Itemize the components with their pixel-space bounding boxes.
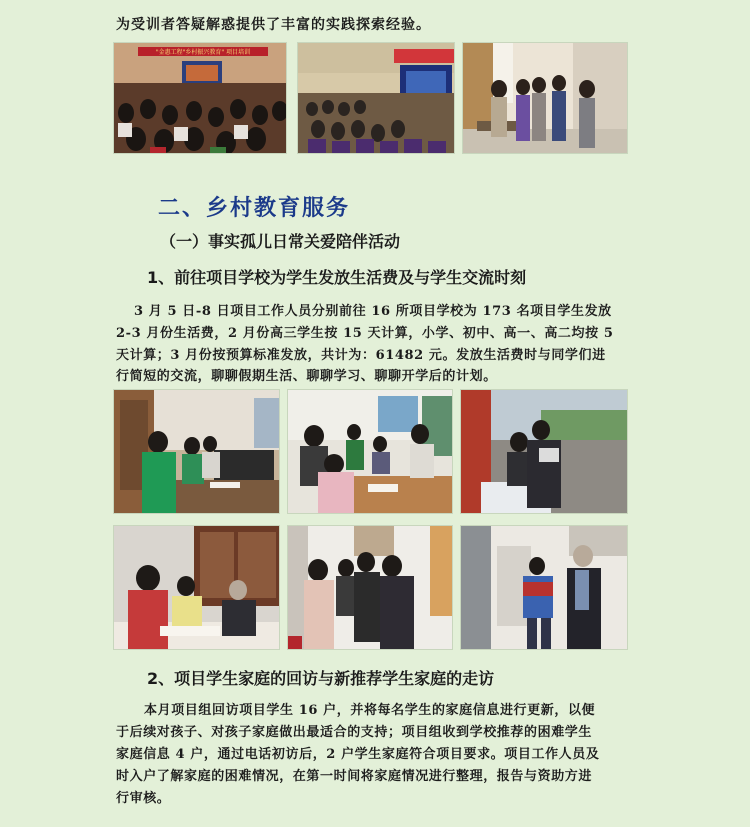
item1-line: 行简短的交流，聊聊假期生活、聊聊学习、聊聊开学后的计划。 — [116, 369, 497, 384]
training-photo-2 — [297, 42, 455, 154]
item1-line: 天计算；3 月份按预算标准发放，共计为：61482 元。发放生活费时与同学们进 — [116, 348, 606, 363]
item1-line: 2-3 月份生活费，2 月份高三学生按 15 天计算，小学、初中、高一、高二均按 5 — [116, 326, 614, 341]
home-visit-photo-3 — [460, 525, 628, 650]
home-visit-photo-2 — [287, 525, 453, 650]
school-visit-photo-2 — [287, 389, 453, 514]
section-title: 二、乡村教育服务 — [158, 196, 351, 221]
training-photo-3 — [462, 42, 628, 154]
banner-text: "金惠工程"乡村振兴教育" 项目培训 — [155, 49, 251, 56]
school-visit-photo-1 — [113, 389, 280, 514]
intro-tail-text: 为受训者答疑解惑提供了丰富的实践探索经验。 — [116, 17, 431, 33]
item2-line: 时入户了解家庭的困难情况，在第一时间将家庭情况进行整理，报告与资助方进 — [116, 769, 593, 784]
item1-heading: 1、前往项目学校为学生发放生活费及与学生交流时刻 — [147, 268, 527, 287]
item1-line: 3 月 5 日-8 日项目工作人员分别前往 16 所项目学校为 173 名项目学生发放 — [134, 304, 612, 319]
item2-line: 本月项目组回访项目学生 16 户，并将每名学生的家庭信息进行更新，以便 — [144, 703, 596, 718]
subsection-title: （一）事实孤儿日常关爱陪伴活动 — [160, 232, 401, 251]
item2-heading: 2、项目学生家庭的回访与新推荐学生家庭的走访 — [147, 669, 495, 688]
home-visit-photo-1 — [113, 525, 280, 650]
item2-line: 家庭信息 4 户，通过电话初访后，2 户学生家庭符合项目要求。项目工作人员及 — [116, 747, 600, 762]
training-photo-1 — [113, 42, 287, 154]
school-visit-photo-3 — [460, 389, 628, 514]
item2-line: 于后续对孩子、对孩子家庭做出最适合的支持；项目组收到学校推荐的困难学生 — [116, 725, 593, 740]
item2-line: 行审核。 — [116, 791, 171, 806]
